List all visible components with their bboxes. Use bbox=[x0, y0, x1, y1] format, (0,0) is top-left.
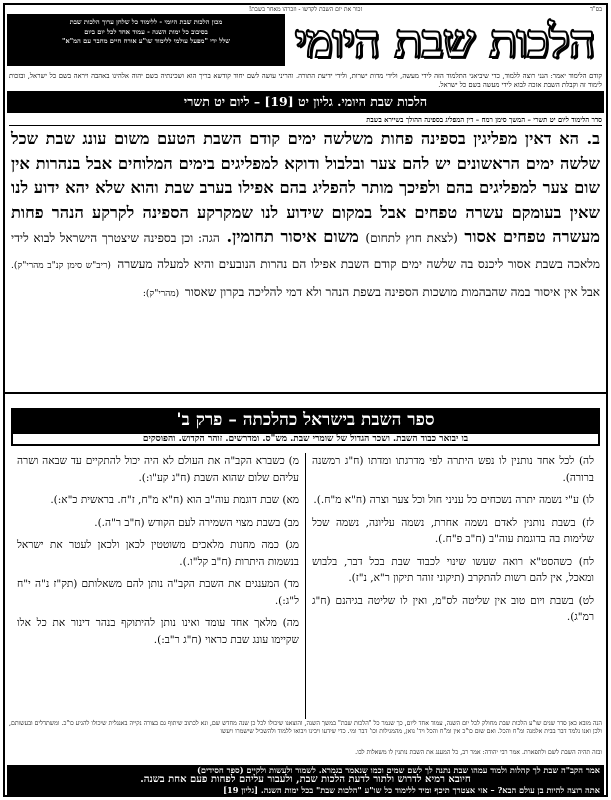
list-item: לו) ע"י נשמה יתרה נשכחים כל עניני חול וכל צער וצרה (ח"א מ"ח.). bbox=[313, 494, 594, 506]
intro-prayer: קודם הלימוד יאמר: הנני רוצה ללמוד, כדי שיביאני התלמוד הזה לידי מעשה, ולידי מדות ישרות, ולידי ידיעת התורה. והריני עושה לשם יחוד קודשא בריך הוא ושכינתיה בשם יהוה אלהינו באהבה ויראה בשם כל ישראל, ובזכות לימוד זה וקבלת השבת אזכה לבוא לידי מעשה בשם כל ישראל. bbox=[9, 72, 602, 89]
masthead bbox=[7, 14, 604, 72]
sponsor-box bbox=[7, 14, 285, 66]
bottom-line-2: חיובא רמיא לדרוש ולתור לדעת הלכות שבת, ולעבור עליהם לפחות פעם אחת בשנה. bbox=[140, 774, 471, 785]
footnote-2: ובזה תהיה השבת לשם ולתפארת. אמר רבי יהודה: אמר רב, כל המענג את השבת נותנין לו משאלות לבו. bbox=[355, 749, 602, 756]
main-source-1: (ריב"ש סימן קנ"ב מהרי"ק). bbox=[11, 260, 111, 271]
footnote-1: הנה מובא כאן סדר שנים שו"ע הלכות שבת מחולק לכל יום השנה, עמוד אחד ליום, כך שנמר כל "הלכות שבת" במשך השנה, והוצאנו שיכולו לכל כן שנה מחדש שם, ונא לכתוב שיתוף גם בצורה נקייה באנגלית שיכולו להגיע כו"כ. ומשתדלים ובעשותם, ולכן ואנו נלמד דבר בבית אלמנה ומ"ח והכל. ואם שום כו"כ אין ומ"ח והכל ויד' נואן, מהמגילות וכו' דבר ומי. כדי שידעו ויבינו ויבואו ללמוד ולהשכיל שישמרו ויעשו bbox=[9, 720, 602, 735]
main-text bbox=[11, 127, 600, 389]
bsd-mark: בס"ד bbox=[590, 6, 602, 13]
sponsor-line-3: שלל ידי "מפעל עולמי ללימוד שו"ע אורח חיים מחבר עם המ"א" bbox=[62, 37, 230, 45]
list-item: מד) המענגים את השבת הקב"ה נותן להם משאלותם (תק"ז נ"ה י"ח ל"ג:). bbox=[17, 578, 299, 607]
page-title: הלכות שבת היומי bbox=[294, 14, 595, 68]
column-left bbox=[11, 453, 306, 719]
list-item: מה) מלאך אחד עומד ואינו נותן להיתוקף בנהר דינור את כל אלו שקיימו עונג שבת כראוי (ח"ג ר"ב:). bbox=[17, 617, 299, 646]
section-subtitle: בו יבואר כבוד השבת. ושכר הגדול של שומרי שבת. מש"ס. ומדרשים. זוהר הקדוש. והפוסקים bbox=[11, 432, 600, 446]
main-paragraph: ב. הא דאין מפליגין בספינה פחות משלשה ימים קודם השבת הטעם משום עונג שבת שכל שלשה ימים הראשונים יש להם צער ובלבול ודוקא למפליגים בימים המלוחים אבל בנהרות אין שום צער למפליגים בהם ולפיכך מותר להפליג בהם אפילו בערב שבת והוא שלא יהא ידוע לנו שאין בעומקם עשרה טפחים אבל במקום שידוע לנו שמקרקע הספינה לקרקע הנהר פחות מעשרה טפחים אסור bbox=[11, 129, 600, 247]
section-divider bbox=[5, 392, 606, 394]
list-item: לח) כשהסט"א רואה שעשו שינוי לכבוד שבת בכל דבר, בלבוש ומאכל, אין להם רשות להתקרב (תיקוני זוהר תיקון ר"א, נ"ז). bbox=[312, 555, 594, 584]
column-right bbox=[306, 453, 600, 719]
study-order-line: סדר הלימוד ליום יט תשרי – המשך סימן רמח – דין המפליג בספינה ההולך בשיירא בשבת bbox=[9, 115, 602, 126]
section-title: ספר השבת בישראל כהלכתה – פרק ב' bbox=[11, 408, 600, 432]
list-item: לה) לכל אחד נותנין לו נפש היתרה לפי מדרגתו ומדתו (ח"ג רמשנה ברורה). bbox=[312, 455, 594, 484]
sponsor-line-1: מכון הלכות שבת היומי - ללימוד כל שלחן ערוך הלכות שבת bbox=[69, 18, 223, 26]
list-item: מא) שבת דוגמת עוה"ב הוא (ח"א מ"ח, ז"ח. בראשית כ"א:). bbox=[50, 494, 299, 506]
issue-bar: הלכות שבת היומי. גליון יט [19] – ליום יט תשרי bbox=[7, 91, 604, 113]
bottom-line-3: אתה רוצה להיות בן עולם הבא? – אזי אצטרך תיכף ומיד ללימוד כל שו"ע "הלכות שבת" בכל ימות השנה. [גליון 19] bbox=[223, 785, 600, 795]
main-issur: משום איסור תחומין. bbox=[226, 227, 359, 247]
sponsor-line-2: בסיבוב כל ימות השנה - עמוד אחד לכל יום ביום bbox=[84, 27, 208, 36]
main-continuation: אבל אין איסור במה שהבהמות מושכות הספינה בשפת הנהר ולא דמי להליכה בקרון שאסור bbox=[184, 284, 600, 299]
newsletter-page bbox=[3, 3, 608, 797]
motto: זכור את יום השבת לקדשו - וזכרהו מאחר בשבת! bbox=[248, 6, 363, 13]
list-item: לז) בשבת נותנין לאדם נשמה אחרת, נשמה עליונה, נשמה שכל שלימות בה בדוגמת עוה"ב (ח"ב פ"ח.). bbox=[312, 516, 594, 545]
list-item: מב) בשבת מצוי השמירה לעם הקודש (ח"ב ר"ה.). bbox=[94, 516, 299, 529]
main-hagah: הגה: וכן בספינה שיצטרך הישראל לבוא לידי מלאכה בשבת אסור ליכנס בה שלשה ימים קודם השבת אפילו הם נהרות הנובעים והיא למעלה מעשרה bbox=[11, 231, 600, 271]
bottom-banner bbox=[7, 765, 604, 795]
list-item: מ) כשברא הקב"ה את העולם לא היה יכול להתקיים עד שבאה ושרה עליהם שלום שהוא השבת (ח"ג קע"ו:). bbox=[17, 455, 299, 484]
bottom-line-1: אמר הקב"ה שבת לך קהלות ולמוד עמהו שבת נתנה לך לשם שמים וכמו שנאמר בגמרא. לשמור ולעשות ולקיים (ספר חסידים) bbox=[197, 765, 600, 775]
main-source-2: (מהרי"ק): bbox=[142, 288, 180, 299]
list-item: מג) כמה מחנות מלאכים משוטטין לכאן ולכאן לעטר את ישראל בנשמות היתרות (ח"ב קל"ו.). bbox=[17, 539, 299, 568]
list-item: לט) בשבת ויום טוב אין שליטה לס"מ, ואין לו שליטה בגיהנם (ח"ג רמ"ג). bbox=[312, 594, 594, 623]
two-columns bbox=[11, 453, 600, 719]
main-note-paren: (לצאת חוץ לתחום) bbox=[365, 231, 458, 246]
